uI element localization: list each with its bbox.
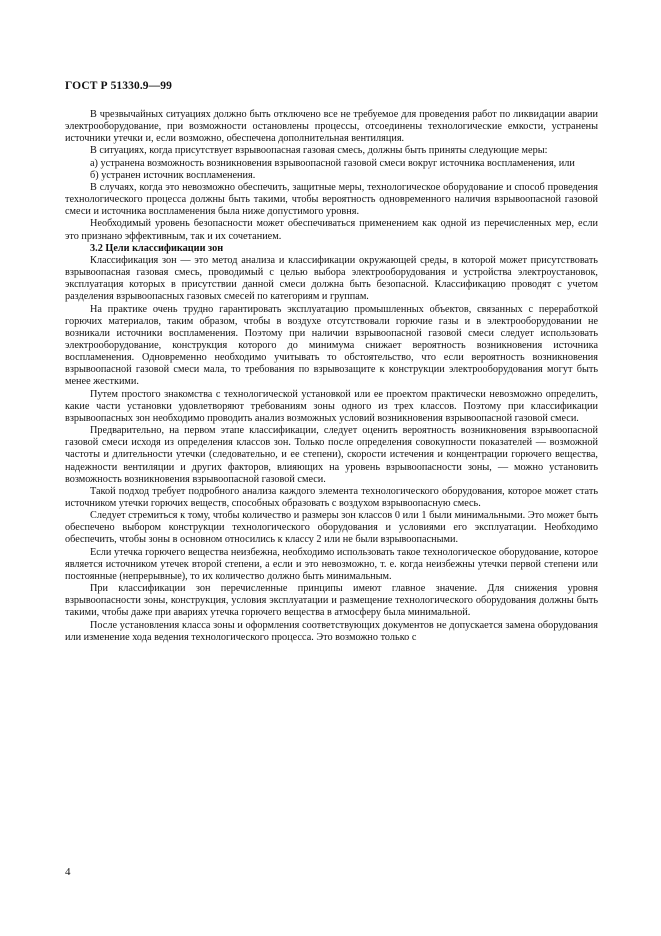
list-item: б) устранен источник воспламенения. <box>90 169 256 181</box>
section-heading: 3.2 Цели классификации зон <box>90 242 224 254</box>
paragraph: В случаях, когда это невозможно обеспечить, защитные меры, технологическое оборудование и способ проведения технологического процесса должны быть такими, чтобы вероятность одновременного наличия взрывоопасной газовой смеси и источника воспламенения была ниже допустимого уровня. <box>65 181 598 218</box>
paragraph: Классификация зон — это метод анализа и классификации окружающей среды, в которой может присутствовать взрывоопасная газовая смесь, проводимый с целью выбора электрооборудования и устройства электроустановок, эксплуатация которых в присутствии данной смеси должна быть безопасной. Классификацию проводят с учетом разделения взрывоопасных газовых смесей по категориям и группам. <box>65 254 598 303</box>
paragraph: Необходимый уровень безопасности может обеспечиваться применением как одной из перечисленных мер, если это признано эффективным, так и их сочетанием. <box>65 218 598 242</box>
page-number: 4 <box>65 866 71 878</box>
paragraph: При классификации зон перечисленные принципы имеют главное значение. Для снижения уровня взрывоопасности зоны, конструкция, условия эксплуатации и размещение технологического оборудования должны быть такими, чтобы даже при авариях утечка горючего вещества в атмосферу была минимальной. <box>65 583 598 619</box>
list-item: а) устранена возможность возникновения взрывоопасной газовой смеси вокруг источника воспламенения, или <box>90 157 575 169</box>
paragraph: Следует стремиться к тому, чтобы количество и размеры зон классов 0 или 1 были минимальными. Это может быть обеспечено выбором конструкции технологического оборудования и условиями его эксплуатации. Необходимо обеспечить, чтобы зоны в основном относились к классу 2 или не были взрывоопасными. <box>65 510 598 546</box>
body-text <box>65 109 598 644</box>
paragraph: Такой подход требует подробного анализа каждого элемента технологического оборудования, которое может стать источником утечки горючих веществ, способных образовать с воздухом взрывоопасную смесь. <box>65 485 598 509</box>
paragraph: Если утечка горючего вещества неизбежна, необходимо использовать такое технологическое оборудование, которое является источником утечек второй степени, а если и это невозможно, т. е. когда неизбежны утечки первой степени или постоянные (непрерывные), то их количество должно быть минимальным. <box>65 546 598 582</box>
paragraph: После установления класса зоны и оформления соответствующих документов не допускается замена оборудования или изменение хода ведения технологического процесса. Это возможно только с <box>65 619 598 643</box>
paragraph: Предварительно, на первом этапе классификации, следует оценить вероятность возникновения взрывоопасной газовой смеси исходя из определения классов зон. Только после определения совокупности показателей — возможной частоты и длительности утечки (следовательно, и ее степени), скорости истечения и концентрации горючего вещества, надежности вентиляции и других факторов, влияющих на уровень взрывоопасности зоны, — можно установить возможность возникновения взрывоопасной газовой смеси. <box>65 425 598 485</box>
paragraph: В ситуациях, когда присутствует взрывоопасная газовая смесь, должны быть приняты следующие меры: <box>90 145 548 157</box>
paragraph: В чрезвычайных ситуациях должно быть отключено все не требуемое для проведения работ по ликвидации аварии электрооборудование, при возможности остановлены процессы, отсоединены технологические емкости, устранены источники утечки и, если возможно, обеспечена дополнительная вентиляция. <box>65 109 598 145</box>
document-header: ГОСТ Р 51330.9—99 <box>65 80 172 92</box>
paragraph: На практике очень трудно гарантировать эксплуатацию промышленных объектов, связанных с переработкой горючих материалов, таким образом, чтобы в воздухе отсутствовали горючие газы и в электрооборудовании не возникали источники воспламенения. Поэтому при наличии взрывоопасной газовой смеси следует использовать электрооборудование, конструкция которого до минимума снижает вероятность возникновения источника воспламенения. Одновременно необходимо учитывать то обстоятельство, что если вероятность возникновения взрывоопасной газовой смеси мала, то требования по взрывозащите к конструкции электрооборудования могут быть менее жесткими. <box>65 303 598 388</box>
paragraph: Путем простого знакомства с технологической установкой или ее проектом практически невозможно определить, какие части установки удовлетворяют требованиям зоны одного из трех классов. Поэтому при классификации взрывоопасных зон необходимо проводить анализ возможных условий возникновения взрывоопасной газовой смеси. <box>65 388 598 424</box>
